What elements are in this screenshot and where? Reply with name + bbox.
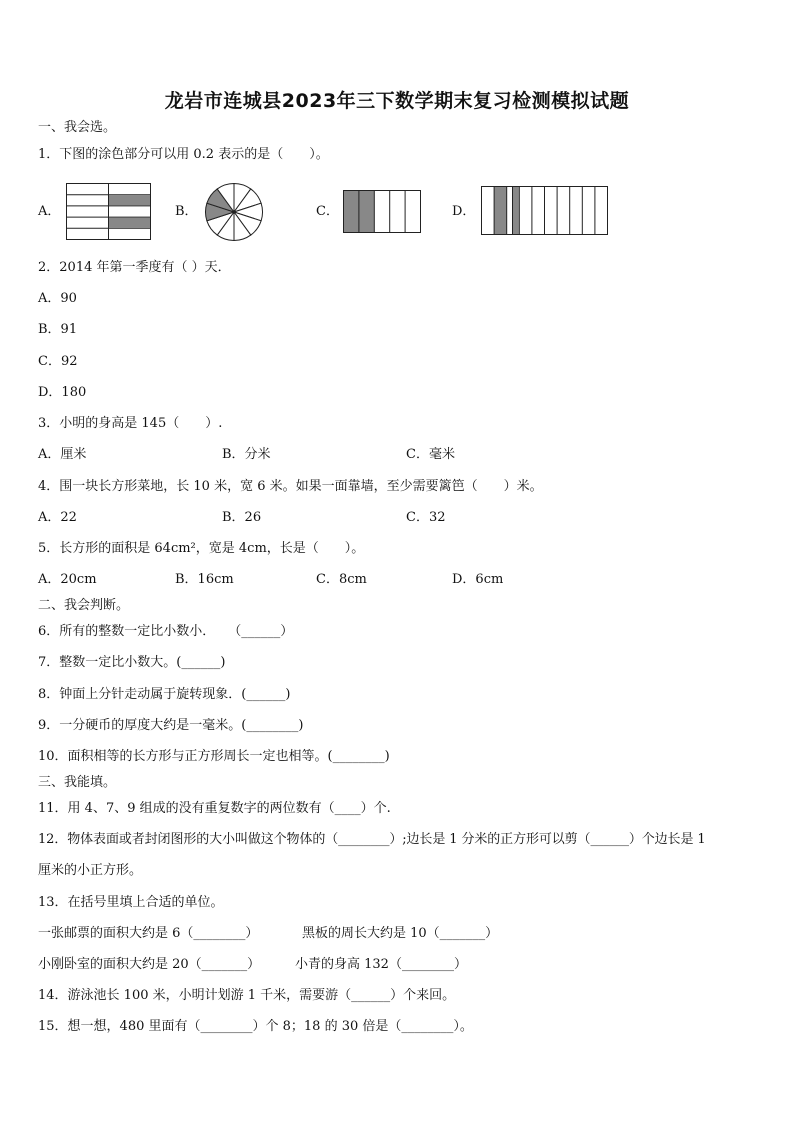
q13-item-bedroom: 小刚卧室的面积大约是 20（_______） xyxy=(38,957,261,972)
rect-grid-figure xyxy=(66,183,152,241)
question-7: 7．整数一定比小数大。(______) xyxy=(38,655,226,670)
question-2: 2．2014 年第一季度有（ ）天． xyxy=(38,260,231,275)
q5-option-c: C．8cm xyxy=(316,572,367,587)
page-title: 龙岩市连城县2023年三下数学期末复习检测模拟试题 xyxy=(164,90,630,112)
q13-item-blackboard: 黑板的周长大约是 10（_______） xyxy=(302,926,499,941)
q2-option-b: B．91 xyxy=(38,322,78,337)
five-column-bar-figure xyxy=(343,190,421,233)
question-10: 10．面积相等的长方形与正方形周长一定也相等。(________) xyxy=(38,749,390,764)
q3-option-a: A．厘米 xyxy=(38,447,87,462)
q1-option-d-label: D． xyxy=(452,204,476,219)
question-15: 15．想一想，480 里面有（________）个 8；18 的 30 倍是（________）。 xyxy=(38,1019,473,1034)
ten-column-bar-figure xyxy=(481,186,608,235)
question-12-line-2: 厘米的小正方形。 xyxy=(38,863,143,878)
q13-item-stamp: 一张邮票的面积大约是 6（________） xyxy=(38,926,259,941)
question-12-line-1: 12．物体表面或者封闭图形的大小叫做这个物体的（________）;边长是 1 分米的正方形可以剪（______）个边长是 1 xyxy=(38,832,706,847)
question-8: 8．钟面上分针走动属于旋转现象．(______) xyxy=(38,687,291,702)
question-3: 3．小明的身高是 145（ ）. xyxy=(38,416,223,431)
q4-option-b: B．26 xyxy=(222,510,262,525)
question-4: 4．围一块长方形菜地，长 10 米，宽 6 米。如果一面靠墙，至少需要篱笆（ ）米。 xyxy=(38,479,543,494)
question-9: 9．一分硬币的厚度大约是一毫米。(________) xyxy=(38,718,304,733)
section-heading-judge: 二、我会判断。 xyxy=(38,598,130,613)
q3-option-c: C．毫米 xyxy=(406,447,455,462)
q5-option-a: A．20cm xyxy=(38,572,97,587)
q1-option-b-label: B． xyxy=(175,204,198,219)
q4-option-c: C．32 xyxy=(406,510,446,525)
q2-option-a: A．90 xyxy=(38,291,77,306)
question-1: 1．下图的涂色部分可以用 0.2 表示的是（ ）。 xyxy=(38,147,329,162)
q2-option-d: D．180 xyxy=(38,385,87,400)
question-13: 13．在括号里填上合适的单位。 xyxy=(38,895,224,910)
q5-option-d: D．6cm xyxy=(452,572,504,587)
question-5: 5．长方形的面积是 64cm²，宽是 4cm，长是（ ）。 xyxy=(38,541,365,556)
section-heading-fill: 三、我能填。 xyxy=(38,775,117,790)
q1-option-a-label: A． xyxy=(38,204,61,219)
q1-option-c-label: C． xyxy=(316,204,339,219)
q4-option-a: A．22 xyxy=(38,510,77,525)
q2-option-c: C．92 xyxy=(38,354,78,369)
question-11: 11．用 4、7、9 组成的没有重复数字的两位数有（____）个. xyxy=(38,801,391,816)
q3-option-b: B．分米 xyxy=(222,447,271,462)
question-14: 14．游泳池长 100 米，小明计划游 1 千米，需要游（______）个来回。 xyxy=(38,988,456,1003)
q5-option-b: B．16cm xyxy=(175,572,234,587)
circle-sectors-figure xyxy=(204,182,264,242)
section-heading-choose: 一、我会选。 xyxy=(38,120,117,135)
question-6: 6．所有的整数一定比小数小． （______） xyxy=(38,624,294,639)
q13-item-height: 小青的身高 132（________） xyxy=(295,957,467,972)
